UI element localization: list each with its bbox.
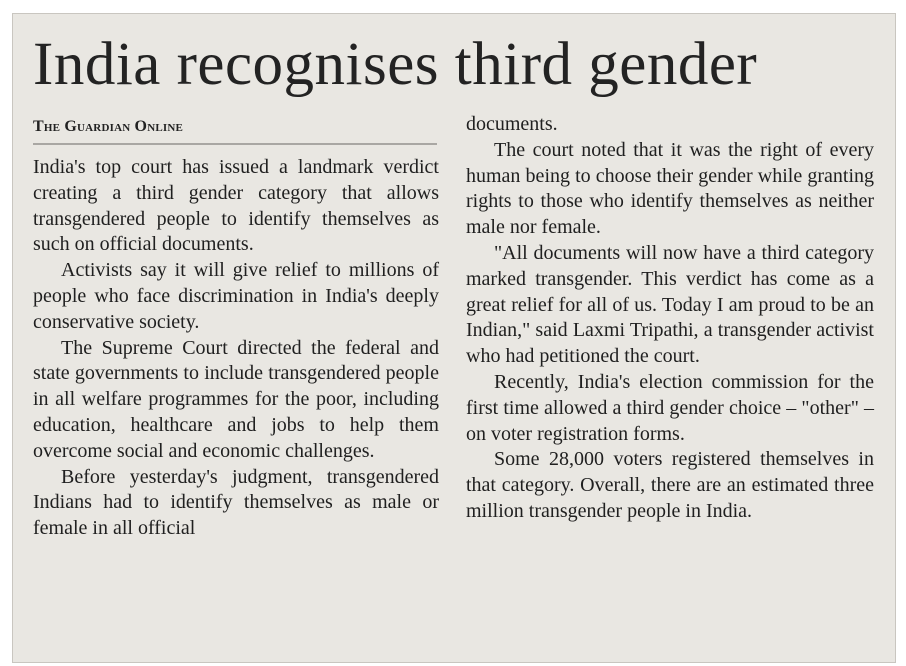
- paragraph: "All documents will now have a third category marked transgender. This verdict has come as a great relief for all of us. Today I am proud to be an Indian," said Laxmi Tripathi, a transgender activist who had petitioned the court.: [466, 241, 874, 368]
- paragraph: Recently, India's election commission for the first time allowed a third gender choice – "other" – on voter registration forms.: [466, 370, 874, 445]
- headline: India recognises third gender: [33, 31, 758, 98]
- paragraph: Activists say it will give relief to millions of people who face discrimination in India's deeply conservative society.: [33, 259, 439, 333]
- source-byline: The Guardian Online: [33, 117, 437, 145]
- paragraph: Some 28,000 voters registered themselves in that category. Overall, there are an estimated three million transgender people in India.: [466, 448, 874, 522]
- article-column-right: [466, 112, 874, 525]
- paragraph: The Supreme Court directed the federal and state governments to include transgendered people in all welfare programmes for the poor, including education, healthcare and jobs to help them overcome social and economic challenges.: [33, 336, 439, 462]
- paragraph: Before yesterday's judgment, transgendered Indians had to identify themselves as male or female in all official: [33, 465, 439, 540]
- article-column-left: [33, 155, 439, 542]
- paragraph: India's top court has issued a landmark verdict creating a third gender category that allows transgendered people to identify themselves as such on official documents.: [33, 156, 439, 256]
- newspaper-clipping: [12, 13, 896, 663]
- paragraph-continuation: documents.: [466, 113, 558, 135]
- paragraph: The court noted that it was the right of every human being to choose their gender while granting rights to those who identify themselves as neither male nor female.: [466, 138, 874, 239]
